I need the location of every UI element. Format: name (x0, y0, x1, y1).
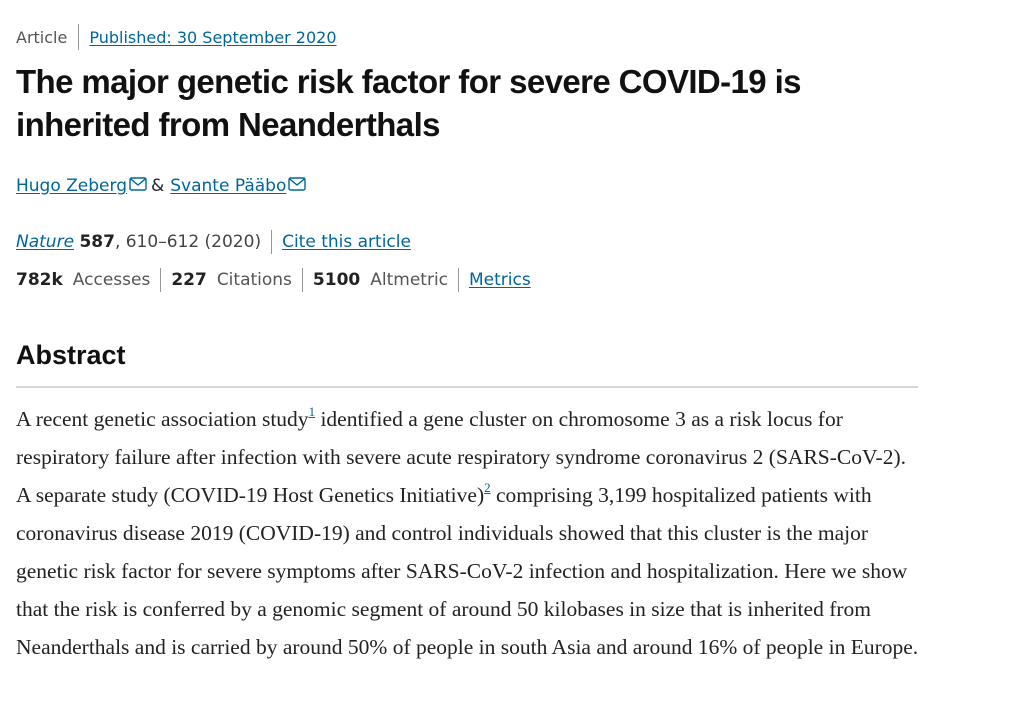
citations-label: Citations (216, 270, 292, 290)
abstract-heading: Abstract (16, 340, 126, 370)
author-separator: & (151, 176, 165, 196)
author-list (16, 172, 306, 200)
accesses-count: 782k (16, 270, 63, 290)
abstract-text-part: A recent genetic association study (16, 407, 309, 431)
abstract-text-part: identified a gene cluster on chromosome 3 as a risk locus for respiratory failure after infection with severe acute respiratory syndrome coronavirus 2 (SARS-CoV-2). A separate study (COVID-19 Host Genetics Initiative) (16, 407, 906, 507)
journal-link[interactable] (16, 232, 74, 252)
accesses-label: Accesses (72, 270, 151, 290)
divider (78, 24, 79, 50)
journal-name: Nature (16, 232, 75, 252)
pages-year: , 610–612 (2020) (114, 232, 262, 252)
abstract-body (16, 400, 921, 666)
citation-line (16, 228, 411, 256)
divider (302, 268, 303, 292)
citations-count: 227 (171, 270, 207, 290)
metrics-link[interactable]: Metrics (469, 270, 531, 290)
altmetric-label: Altmetric (370, 270, 449, 290)
published-date-link[interactable]: Published: 30 September 2020 (89, 27, 337, 47)
divider (271, 230, 272, 254)
altmetric-score: 5100 (312, 270, 361, 290)
volume-number: 587 (79, 232, 115, 252)
article-title: The major genetic risk factor for severe COVID-19 is inherited from Neanderthals (16, 63, 801, 143)
mail-icon[interactable] (129, 176, 147, 190)
article-type-label: Article (16, 27, 68, 47)
reference-link-1[interactable]: 1 (308, 403, 316, 419)
article-meta (16, 24, 337, 50)
section-divider (16, 386, 918, 388)
author-link-paabo[interactable]: Svante Pääbo (170, 176, 287, 196)
abstract-text-part: comprising 3,199 hospitalized patients with coronavirus disease 2019 (COVID-19) and control individuals showed that this cluster is the major genetic risk factor for severe symptoms after SARS-CoV-2 infection and hospitalization. Here we show that the risk is conferred by a genomic segment of around 50 kilobases in size that is inherited from Neanderthals and is carried by around 50% of people in south Asia and around 16% of people in Europe. (16, 483, 919, 659)
divider (160, 268, 161, 292)
mail-icon[interactable] (288, 176, 306, 190)
cite-this-article-link[interactable]: Cite this article (282, 232, 411, 252)
metrics-bar (16, 266, 531, 294)
author-link-zeberg[interactable]: Hugo Zeberg (16, 176, 127, 196)
reference-link-2[interactable]: 2 (484, 479, 491, 495)
divider (458, 268, 459, 292)
